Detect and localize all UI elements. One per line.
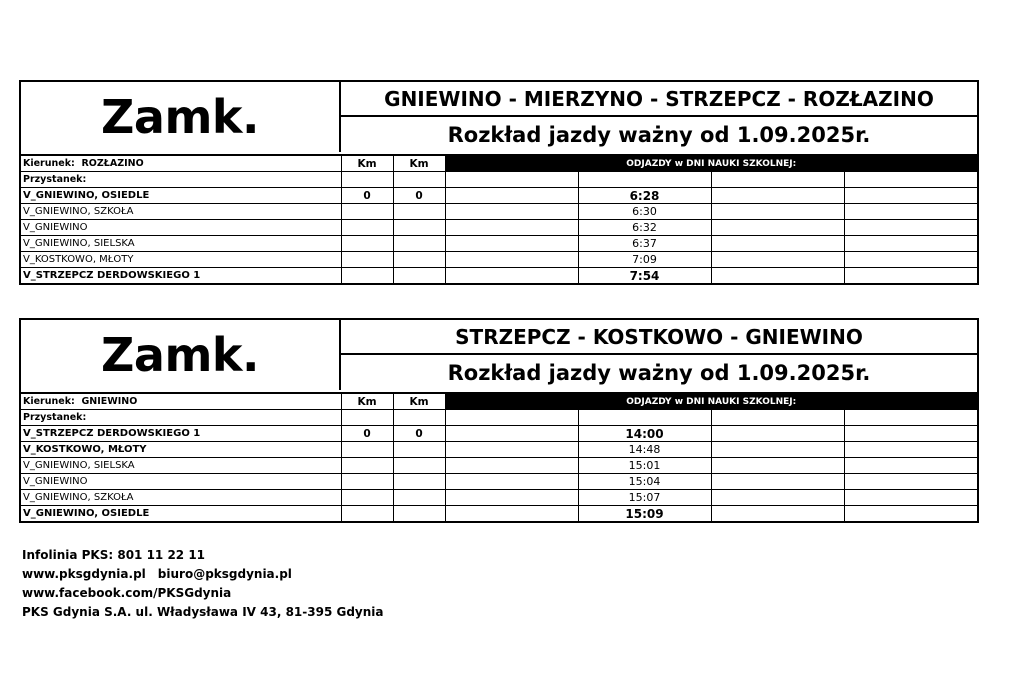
km-value xyxy=(393,490,445,506)
km-value xyxy=(341,252,393,268)
km-value xyxy=(393,442,445,458)
table-row xyxy=(21,236,977,252)
timetable-label: Zamk. xyxy=(21,320,341,390)
stop-label-row xyxy=(21,172,977,188)
stop-name: V_GNIEWINO, SIELSKA xyxy=(21,236,341,252)
timetable-grid xyxy=(21,394,977,521)
table-row xyxy=(21,458,977,474)
km-value xyxy=(341,442,393,458)
stop-name: V_GNIEWINO, SZKOŁA xyxy=(21,204,341,220)
km-value xyxy=(393,204,445,220)
stop-name: V_GNIEWINO, OSIEDLE xyxy=(21,188,341,204)
table-row xyxy=(21,490,977,506)
timetable xyxy=(19,80,979,285)
table-row xyxy=(21,474,977,490)
table-row xyxy=(21,252,977,268)
table-row xyxy=(21,268,977,284)
departure-time: 6:37 xyxy=(578,236,711,252)
table-row xyxy=(21,506,977,522)
table-row xyxy=(21,426,977,442)
table-row xyxy=(21,442,977,458)
km-header: Km xyxy=(393,156,445,172)
departure-time: 14:00 xyxy=(578,426,711,442)
direction-label: Kierunek: xyxy=(23,157,75,169)
km-value xyxy=(393,252,445,268)
km-value xyxy=(341,236,393,252)
infoline-text: Infolinia PKS: 801 11 22 11 xyxy=(22,548,206,562)
stop-name: V_GNIEWINO, SIELSKA xyxy=(21,458,341,474)
departure-time: 15:09 xyxy=(578,506,711,522)
stop-label: Przystanek: xyxy=(21,410,341,426)
timetable-label: Zamk. xyxy=(21,82,341,152)
km-value xyxy=(341,458,393,474)
km-header: Km xyxy=(341,394,393,410)
km-value: 0 xyxy=(393,426,445,442)
direction-value: ROZŁAZINO xyxy=(81,157,144,169)
departure-time: 14:48 xyxy=(578,442,711,458)
km-value: 0 xyxy=(393,188,445,204)
timetable-header xyxy=(21,82,977,156)
km-value xyxy=(341,490,393,506)
km-value xyxy=(393,506,445,522)
website-link[interactable]: www.pksgdynia.pl xyxy=(22,567,146,581)
departure-time: 15:07 xyxy=(578,490,711,506)
km-value xyxy=(393,236,445,252)
stop-name: V_KOSTKOWO, MŁOTY xyxy=(21,442,341,458)
stop-name: V_GNIEWINO xyxy=(21,474,341,490)
timetable xyxy=(19,318,979,523)
departure-time: 6:28 xyxy=(578,188,711,204)
route-title: GNIEWINO - MIERZYNO - STRZEPCZ - ROZŁAZINO xyxy=(341,82,977,117)
departure-time: 6:32 xyxy=(578,220,711,236)
stop-label-row xyxy=(21,410,977,426)
km-value: 0 xyxy=(341,426,393,442)
direction-value: GNIEWINO xyxy=(81,395,138,407)
email-link[interactable]: biuro@pksgdynia.pl xyxy=(157,567,292,581)
km-value xyxy=(341,204,393,220)
departure-time: 7:54 xyxy=(578,268,711,284)
table-row xyxy=(21,220,977,236)
km-value xyxy=(341,268,393,284)
departure-time: 15:01 xyxy=(578,458,711,474)
direction-row xyxy=(21,156,977,172)
departure-time: 15:04 xyxy=(578,474,711,490)
km-value xyxy=(393,474,445,490)
validity-text: Rozkład jazdy ważny od 1.09.2025r. xyxy=(447,360,871,385)
route-title: STRZEPCZ - KOSTKOWO - GNIEWINO xyxy=(341,320,977,355)
km-value xyxy=(341,506,393,522)
stop-name: V_STRZEPCZ DERDOWSKIEGO 1 xyxy=(21,268,341,284)
departures-header: ODJAZDY w DNI NAUKI SZKOLNEJ: xyxy=(445,156,977,172)
stop-label: Przystanek: xyxy=(21,172,341,188)
direction-cell xyxy=(21,394,341,410)
km-value xyxy=(393,458,445,474)
departure-time: 7:09 xyxy=(578,252,711,268)
timetable-header xyxy=(21,320,977,394)
stop-name: V_GNIEWINO, OSIEDLE xyxy=(21,506,341,522)
web-contact-line xyxy=(22,565,384,584)
km-value: 0 xyxy=(341,188,393,204)
timetable-grid xyxy=(21,156,977,283)
km-value xyxy=(393,220,445,236)
direction-row xyxy=(21,394,977,410)
km-header: Km xyxy=(393,394,445,410)
direction-label: Kierunek: xyxy=(23,395,75,407)
km-value xyxy=(341,220,393,236)
km-value xyxy=(393,268,445,284)
departures-header: ODJAZDY w DNI NAUKI SZKOLNEJ: xyxy=(445,394,977,410)
stop-name: V_KOSTKOWO, MŁOTY xyxy=(21,252,341,268)
km-value xyxy=(341,474,393,490)
stop-name: V_GNIEWINO, SZKOŁA xyxy=(21,490,341,506)
stop-name: V_STRZEPCZ DERDOWSKIEGO 1 xyxy=(21,426,341,442)
facebook-link[interactable]: www.facebook.com/PKSGdynia xyxy=(22,586,232,600)
stop-name: V_GNIEWINO xyxy=(21,220,341,236)
km-header: Km xyxy=(341,156,393,172)
company-address: PKS Gdynia S.A. ul. Władysława IV 43, 81-395 Gdynia xyxy=(22,605,384,619)
contact-footer xyxy=(22,546,384,622)
departure-time: 6:30 xyxy=(578,204,711,220)
direction-cell xyxy=(21,156,341,172)
validity-text: Rozkład jazdy ważny od 1.09.2025r. xyxy=(447,122,871,147)
table-row xyxy=(21,204,977,220)
table-row xyxy=(21,188,977,204)
